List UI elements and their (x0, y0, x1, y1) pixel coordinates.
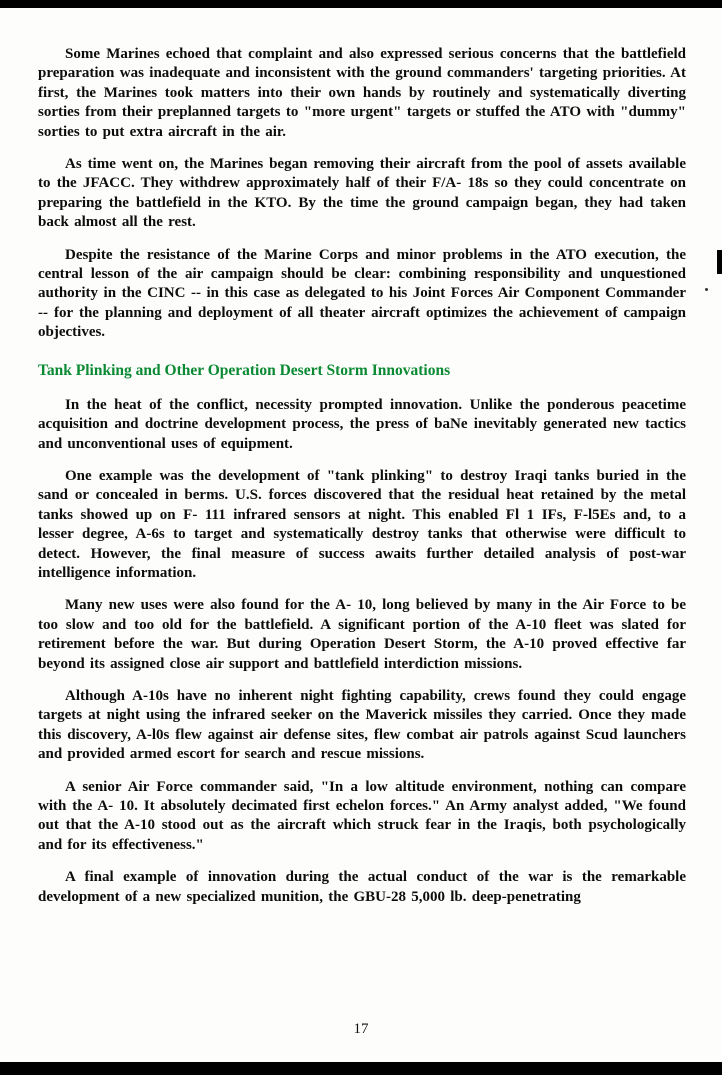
scan-edge-top (0, 0, 722, 8)
scan-artifact (717, 250, 722, 274)
paragraph: A final example of innovation during the actual conduct of the war is the remarkable development of a new specialized munition, the GBU-28 5,000 lb. deep-penetrating (38, 869, 686, 905)
scan-artifact (705, 288, 708, 291)
paragraph: One example was the development of "tank plinking" to destroy Iraqi tanks buried in the sand or concealed in berms. U.S. forces discovered that the residual heat retained by the metal tanks showed up on F- 111 infrared sensors at night. This enabled Fl 1 IFs, F-l5Es and, to a lesser degree, A-6s to target and systematically destroy tanks that otherwise were difficult to detect. However, the final measure of success awaits further detailed analysis of post-war intelligence information. (38, 467, 686, 581)
section-heading: Tank Plinking and Other Operation Desert Storm Innovations (38, 361, 451, 379)
document-page-content (38, 45, 686, 920)
scan-edge-bottom (0, 1062, 722, 1075)
paragraph: Some Marines echoed that complaint and also expressed serious concerns that the battlefield preparation was inadequate and inconsistent with the ground commanders' targeting priorities. At first, the Marines took matters into their own hands by routinely and systematically diverting sorties from their preplanned targets to "more urgent" targets or stuffed the ATO with "dummy" sorties to put extra aircraft in the air. (38, 46, 686, 140)
paragraph: As time went on, the Marines began removing their aircraft from the pool of assets available to the JFACC. They withdrew approximately half of their F/A- 18s so they could concentrate on preparing the battlefield in the KTO. By the time the ground campaign began, they had taken back almost all the rest. (38, 156, 686, 231)
paragraph: Despite the resistance of the Marine Corps and minor problems in the ATO execution, the central lesson of the air campaign should be clear: combining responsibility and unquestioned authority in the CINC -- in this case as delegated to his Joint Forces Air Component Commander -- for the planning and deployment of all theater aircraft optimizes the achievement of campaign objectives. (38, 246, 686, 341)
paragraph: Many new uses were also found for the A- 10, long believed by many in the Air Force to be too slow and too old for the battlefield. A significant portion of the A-10 fleet was slated for retirement before the war. But during Operation Desert Storm, the A-10 proved effective far beyond its assigned close air support and battlefield interdiction missions. (38, 597, 686, 672)
paragraph: In the heat of the conflict, necessity prompted innovation. Unlike the ponderous peacetime acquisition and doctrine development process, the press of baNe inevitably generated new tactics and unconventional uses of equipment. (38, 396, 686, 452)
page-number: 17 (353, 1021, 369, 1037)
paragraph: A senior Air Force commander said, "In a low altitude environment, nothing can compare with the A- 10. It absolutely decimated first echelon forces." An Army analyst added, "We found out that the A-10 stood out as the aircraft which struck fear in the Iraqis, both psychologically and for its effectiveness." (38, 778, 686, 853)
paragraph: Although A-10s have no inherent night fighting capability, crews found they could engage targets at night using the infrared seeker on the Maverick missiles they carried. Once they made this discovery, A-l0s flew against air defense sites, flew combat air patrols against Scud launchers and provided armed escort for search and rescue missions. (38, 687, 686, 763)
